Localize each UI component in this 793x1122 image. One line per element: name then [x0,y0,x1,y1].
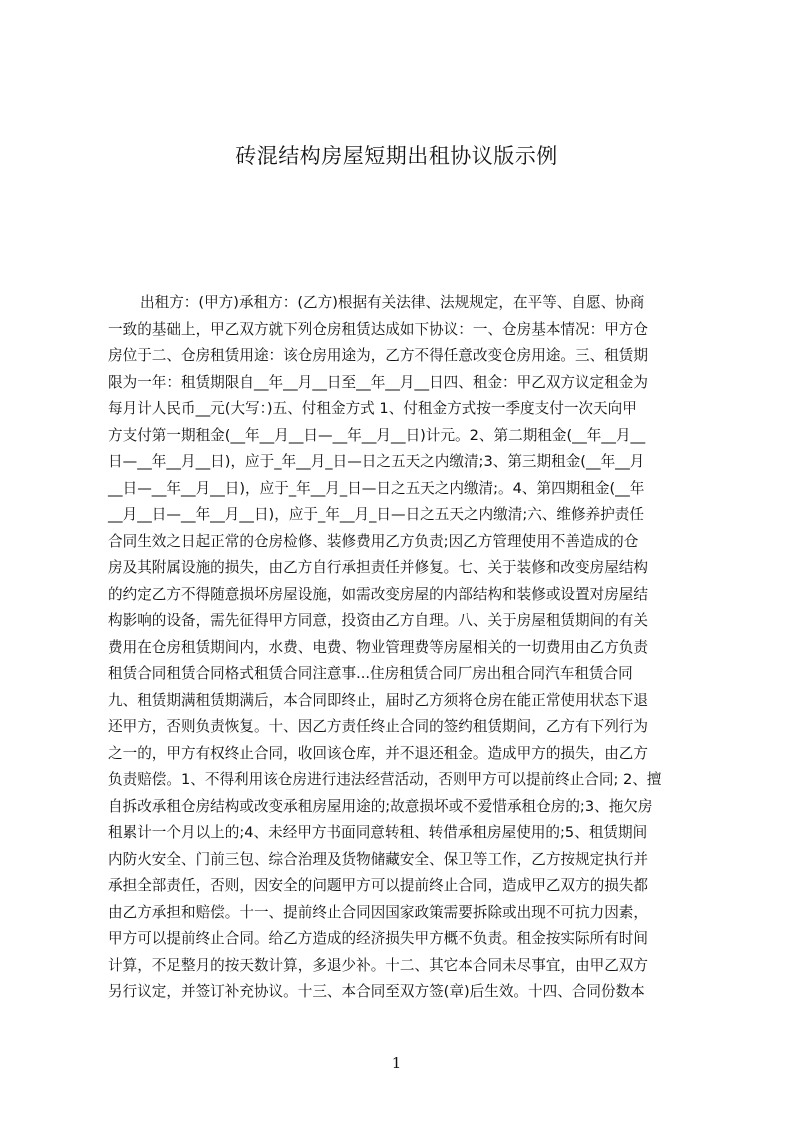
body-line: 房及其附属设施的损失，由乙方自行承担责任并修复。七、关于装修和改变房屋结构 [108,559,648,576]
body-line: 房位于二、仓房租赁用途：该仓房用途为，乙方不得任意改变仓房用途。三、租赁期 [108,347,648,364]
body-line: 租赁合同租赁合同格式租赁合同注意事...住房租赁合同厂房出租合同汽车租赁合同 [108,665,633,682]
document-body [108,290,698,1000]
body-line: 费用在仓房租赁期间内，水费、电费、物业管理费等房屋相关的一切费用由乙方负责 [108,638,648,656]
body-line: 构影响的设备，需先征得甲方同意，投资由乙方自理。八、关于房屋租赁期间的有关 [108,612,648,629]
body-line: 方支付第一期租金(__年__月__日—__年__月__日)计元。2、第二期租金(__年__月__ [108,426,646,444]
body-line: 负责赔偿。1、不得利用该仓房进行违法经营活动，否则甲方可以提前终止合同; 2、擅 [108,771,662,788]
body-line: 限为一年：租赁期限自__年__月__日至__年__月__日四、租金：甲乙双方议定租金为 [108,373,648,391]
body-line: 自拆改承租仓房结构或改变承租房屋用途的;故意损坏或不爱惜承租仓房的;3、拖欠房 [108,797,653,815]
body-line: 内防火安全、门前三包、综合治理及货物储藏安全、保卫等工作，乙方按规定执行并 [108,850,648,868]
body-line: 一致的基础上，甲乙双方就下列仓房租赁达成如下协议：一、仓房基本情况：甲方仓 [108,320,648,338]
body-line: 另行议定，并签订补充协议。十三、本合同至双方签(章)后生效。十四、合同份数本 [108,983,645,1000]
document-title: 砖混结构房屋短期出租协议版示例 [235,144,558,168]
body-line: 甲方可以提前终止合同。给乙方造成的经济损失甲方概不负责。租金按实际所有时间 [108,930,648,947]
body-line: 出租方：(甲方)承租方：(乙方)根据有关法律、法规规定，在平等、自愿、协商 [140,294,645,311]
body-line: 承担全部责任，否则，因安全的问题甲方可以提前终止合同，造成甲乙双方的损失都 [108,877,648,894]
body-line: __日—__年__月__日)，应于_年__月_日—日之五天之内缴清;。4、第四期租金(__年 [108,479,645,497]
body-line: 的约定乙方不得随意损坏房屋设施，如需改变房屋的内部结构和装修或设置对房屋结 [108,585,648,603]
body-line: 每月计人民币__元(大写：)五、付租金方式 1、付租金方式按一季度支付一次天向甲 [108,400,637,417]
body-line: 合同生效之日起正常的仓房检修、装修费用乙方负责;因乙方管理使用不善造成的仓 [108,532,639,550]
body-line: __月__日—__年__月__日)，应于_年__月_日—日之五天之内缴清;六、维修养护责任 [108,506,644,523]
body-line: 计算，不足整月的按天数计算，多退少补。十二、其它本合同未尽事宜，由甲乙双方 [108,956,648,974]
body-line: 之一的，甲方有权终止合同，收回该仓库，并不退还租金。造成甲方的损失，由乙方 [108,744,648,762]
body-line: 九、租赁期满租赁期满后，本合同即终止，届时乙方须将仓房在能正常使用状态下退 [108,691,648,709]
body-line: 由乙方承担和赔偿。十一、提前终止合同因国家政策需要拆除或出现不可抗力因素， [108,903,648,921]
page-number: 1 [391,1054,402,1072]
body-line: 租累计一个月以上的;4、未经甲方书面同意转租、转借承租房屋使用的;5、租赁期间 [108,824,648,841]
body-line: 日—__年__月__日)，应于_年__月_日—日之五天之内缴清;3、第三期租金(__年__月 [108,453,645,470]
body-line: 还甲方，否则负责恢复。十、因乙方责任终止合同的签约租赁期间，乙方有下列行为 [108,718,648,735]
